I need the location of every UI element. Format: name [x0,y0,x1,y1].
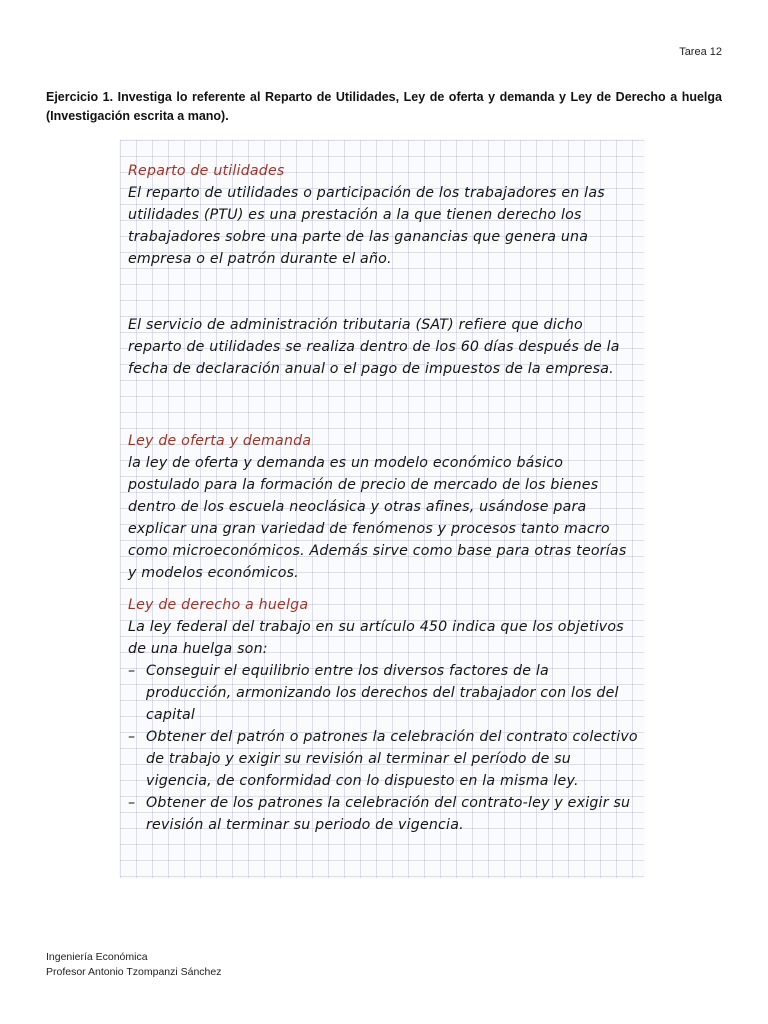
professor-name: Profesor Antonio Tzompanzi Sánchez [46,966,222,978]
paragraph: la ley de oferta y demanda es un modelo económico básico postulado para la formación de precio de mercado de los bienes dentro de los escuela neoclásica y otras afines, usándose para explicar una gran variedad de fenómenos y procesos tanto macro como microeconómicos. Además sirve como base para otras teorías y modelos económicos. [128,455,627,581]
course-name: Ingeniería Económica [46,951,148,963]
section-heading: Reparto de utilidades [128,163,285,179]
section-reparto-utilidades-sat [128,314,638,380]
list-item: – Obtener de los patrones la celebración del contrato-ley y exigir su revisión al terminar su periodo de vigencia. [128,792,638,836]
exercise-label: Ejercicio 1. [46,90,114,104]
handwritten-page-scan [120,140,644,878]
list-item: – Obtener del patrón o patrones la celebración del contrato colectivo de trabajo y exigir su revisión al terminar el período de su vigencia, de conformidad con lo dispuesto en la misma ley. [128,726,638,792]
paragraph: El servicio de administración tributaria (SAT) refiere que dicho reparto de utilidades se realiza dentro de los 60 días después de la fecha de declaración anual o el pago de impuestos de la empresa. [128,317,620,377]
section-reparto-utilidades [128,160,638,270]
page-footer [46,950,222,980]
section-ley-oferta-demanda [128,430,638,584]
section-heading: Ley de derecho a huelga [128,597,309,613]
paragraph: El reparto de utilidades o participación de los trabajadores en las utilidades (PTU) es una prestación a la que tienen derecho los trabajadores sobre una parte de las ganancias que genera una empresa o el patrón durante el año. [128,185,605,267]
section-heading: Ley de oferta y demanda [128,433,312,449]
exercise-text: Investiga lo referente al Reparto de Utilidades, Ley de oferta y demanda y Ley de Derecho a huelga (Investigación escrita a mano). [46,90,722,123]
paragraph: La ley federal del trabajo en su artículo 450 indica que los objetivos de una huelga son: [128,619,624,657]
task-number: Tarea 12 [679,46,722,58]
section-ley-derecho-huelga [128,594,638,836]
list-item: – Conseguir el equilibrio entre los diversos factores de la producción, armonizando los derechos del trabajador con los del capital [128,660,638,726]
exercise-statement [46,88,722,126]
